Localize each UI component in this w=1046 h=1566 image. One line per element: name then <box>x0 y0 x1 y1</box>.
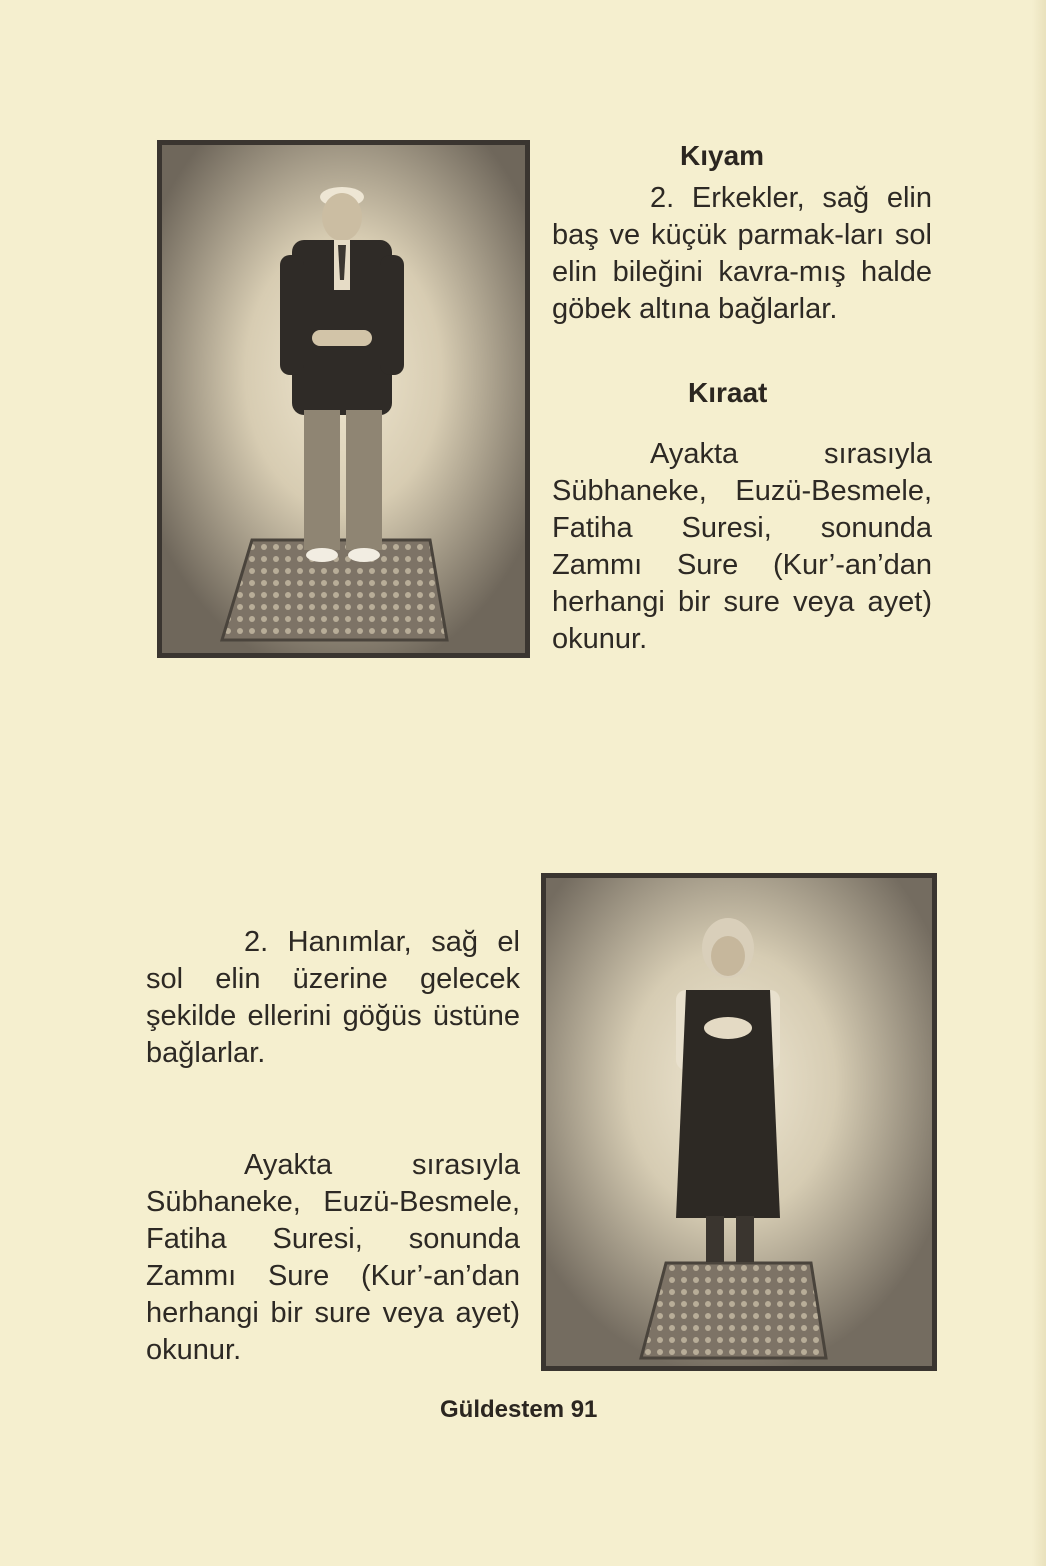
paragraph-kiraat-2 <box>146 1147 520 1369</box>
paragraph-hanimlar-text: 2. Hanımlar, sağ el sol elin üzerine gelecek şekilde ellerini göğüs üstüne bağlarlar. <box>146 926 520 1069</box>
photo-boy-standing <box>157 140 530 658</box>
heading-kiraat: Kıraat <box>688 377 768 408</box>
paragraph-kiraat-1-text: Ayakta sırasıyla Sübhaneke, Euzü-Besmele, Fatiha Suresi, sonunda Zammı Sure (Kur’-an’dan herhangi bir sure veya ayet) okunur. <box>552 438 932 655</box>
page-footer: Güldestem 91 <box>440 1396 598 1423</box>
paragraph-kiraat-1 <box>552 436 932 658</box>
photo-girl-standing <box>541 873 937 1371</box>
paragraph-erkekler-text: 2. Erkekler, sağ elin baş ve küçük parmak-ları sol elin bileğini kavra-mış halde göbek altına bağlarlar. <box>552 182 932 325</box>
page-edge <box>1032 0 1046 1566</box>
girl-standing-illustration <box>546 878 932 1366</box>
heading-kiyam: Kıyam <box>680 140 765 171</box>
paragraph-erkekler <box>552 180 932 328</box>
paragraph-kiraat-2-text: Ayakta sırasıyla Sübhaneke, Euzü-Besmele, Fatiha Suresi, sonunda Zammı Sure (Kur’-an’dan herhangi bir sure veya ayet) okunur. <box>146 1149 520 1366</box>
paragraph-hanimlar <box>146 924 520 1072</box>
boy-standing-illustration <box>162 145 525 653</box>
